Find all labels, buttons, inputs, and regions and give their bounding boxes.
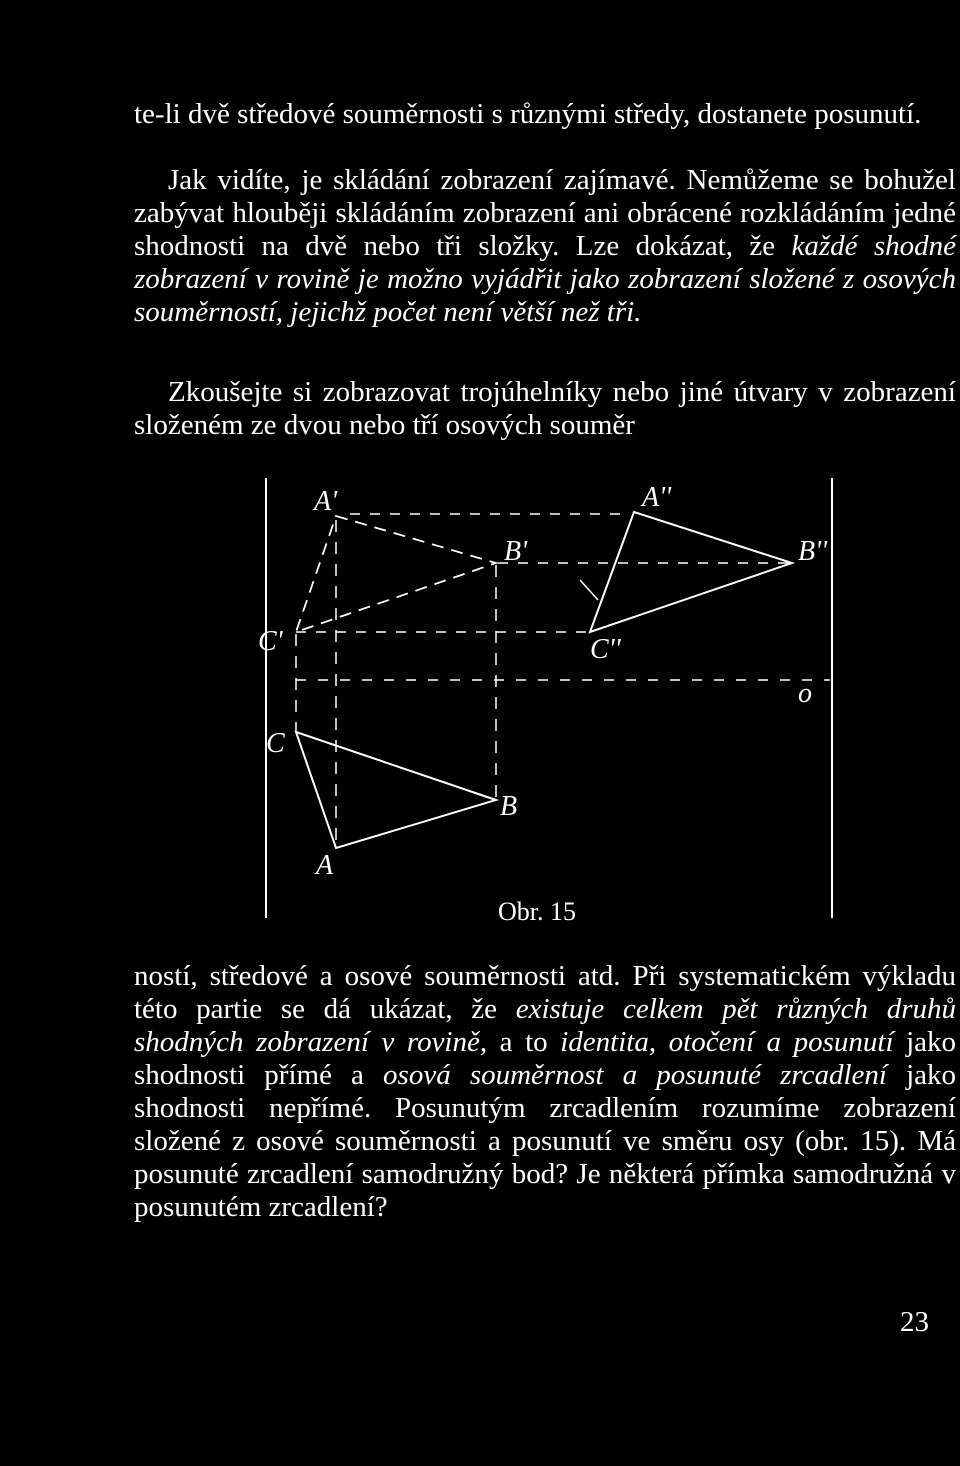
label-A1: A' — [314, 486, 338, 517]
label-C1: C' — [258, 626, 283, 657]
paragraph-3: Zkoušejte si zobrazovat trojúhelníky nebo jiné útvary v zobrazení složeném ze dvou nebo tří osových souměr — [134, 376, 956, 441]
label-A2: A'' — [642, 482, 672, 513]
label-B1: B' — [504, 536, 528, 567]
label-A: A — [316, 850, 334, 881]
figure-15 — [250, 470, 850, 930]
label-B2: B'' — [798, 536, 828, 567]
emphasis-five-kinds: existuje celkem pět různých druhů shodných zobrazení v rovině, — [134, 993, 956, 1058]
label-C: C — [266, 728, 285, 759]
triangle-ABC — [296, 732, 496, 848]
paragraph-2: Jak vidíte, je skládání zobrazení zajímavé. Nemůžeme se bohužel zabývat hlouběji skládáním zobrazení ani obrácené rozkládáním jedné shodnosti na dvě nebo tři složky. Lze dokázat, že každé shodné zobrazení v rovině je možno vyjádřit jako zobrazení složené z osových souměrností, jejichž počet není větší než tři. — [134, 164, 957, 328]
emphasis-indirect: osová souměrnost a posunuté zrcadlení — [383, 1059, 887, 1091]
figure-caption: Obr. 15 — [498, 897, 576, 926]
label-o: o — [798, 678, 812, 709]
emphasis-direct: identita, otočení a posunutí — [560, 1026, 894, 1058]
arrow-tick — [580, 580, 598, 600]
paragraph-4: ností, středové a osové souměrnosti atd. Při systematickém výkladu této partie se dá ukázat, že existuje celkem pět různých druhů shodných zobrazení v rovině, a to identita, otočení a posunutí jako shodnosti přímé a osová souměrnost a posunuté zrcadlení jako shodnosti nepřímé. Posunutým zrcadlením rozumíme zobrazení složené z osové souměrnosti a posunutí ve směru osy (obr. 15). Má posunuté zrcadlení samodružný bod? Je některá přímka samodružná v posunutém zrcadlení? — [134, 960, 957, 1223]
theorem-emphasis: každé shodné zobrazení v rovině je možno vyjádřit jako zobrazení složené z osových souměrností, jejichž počet není větší než tři. — [134, 230, 957, 328]
triangle-A1B1C1 — [296, 516, 496, 632]
page-number: 23 — [900, 1306, 929, 1338]
label-C2: C'' — [590, 634, 621, 665]
label-B: B — [500, 791, 518, 822]
paragraph-1: te-li dvě středové souměrnosti s různými středy, dostanete posunutí. — [134, 98, 922, 130]
triangle-A2B2C2 — [590, 512, 792, 632]
